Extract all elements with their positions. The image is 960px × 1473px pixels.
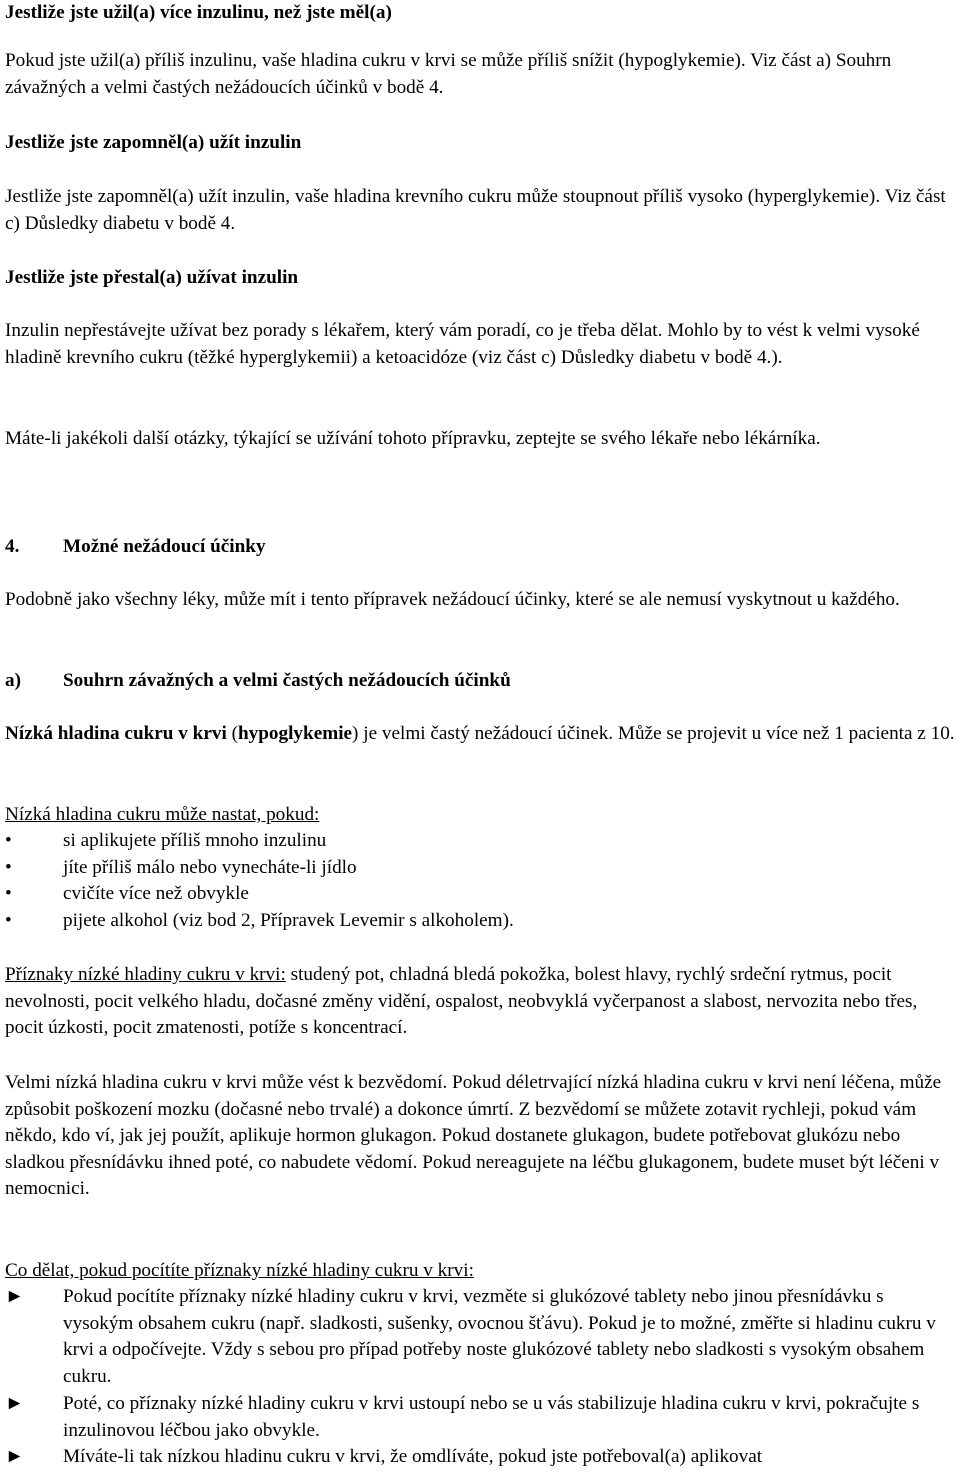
symptoms-paragraph [5,962,955,1042]
overdose-paragraph: Pokud jste užil(a) příliš inzulinu, vaše hladina cukru v krvi se může příliš snížit (hypoglykemie). Viz část a) Souhrn závažných a velmi častých nežádoucích účinků v bodě 4. [5,50,892,98]
overdose-heading: Jestliže jste užil(a) více inzulinu, než jste měl(a) [5,2,392,23]
arrow-marker-icon: ► [5,1286,24,1307]
subsection-a-label: a) [5,670,21,691]
what-to-do-item [5,1284,955,1390]
hypoglycemia-paragraph [5,721,955,748]
what-to-do-item [5,1391,955,1444]
section-4-number: 4. [5,536,20,557]
bullet-icon: • [5,857,12,878]
hypoglycemia-term: Nízká hladina cukru v krvi [5,723,227,744]
bullet-icon: • [5,910,12,931]
severe-hypoglycemia-paragraph: Velmi nízká hladina cukru v krvi může vést k bezvědomí. Pokud déletrvající nízká hladina cukru v krvi není léčena, může způsobit poškození mozku (dočasné nebo trvalé) a dokonce úmrtí. Z bezvědomí se můžete zotavit rychleji, pokud vám někdo, kdo ví, jak jej použít, aplikuje hormon glukagon. Pokud dostanete glukagon, budete potřebovat glukózu nebo sladkou přesnídávku ihned poté, co nabudete vědomí. Pokud nereagujete na léčbu glukagonem, budete muset být léčeni v nemocnici. [5,1072,942,1199]
hypoglycemia-term-latin: hypoglykemie [237,723,353,744]
cause-item-text: pijete alkohol (viz bod 2, Přípravek Levemir s alkoholem). [63,910,514,931]
causes-title: Nízká hladina cukru může nastat, pokud: [5,804,320,825]
hypoglycemia-frequency: ) je velmi častý nežádoucí účinek. Může se projevit u více než 1 pacienta z 10. [352,723,955,744]
subsection-a-title: Souhrn závažných a velmi častých nežádoucích účinků [63,670,511,691]
missed-dose-heading: Jestliže jste zapomněl(a) užít inzulin [5,132,302,153]
what-to-do-item [5,1444,955,1471]
arrow-marker-icon: ► [5,1393,24,1414]
bullet-icon: • [5,883,12,904]
what-to-do-text: Poté, co příznaky nízké hladiny cukru v krvi ustoupí nebo se u vás stabilizuje hladina cukru v krvi, pokračujte s inzulinovou léčbou jako obvykle. [63,1393,920,1441]
symptoms-label: Příznaky nízké hladiny cukru v krvi: [5,964,286,985]
what-to-do-text: Pokud pocítíte příznaky nízké hladiny cukru v krvi, vezměte si glukózové tablety nebo jinou přesnídávku s vysokým obsahem cukru (např. sladkosti, sušenky, ovocnou šťávu). Pokud je to možné, změřte si hladinu cukru v krvi a odpočívejte. Vždy s sebou pro případ potřeby noste glukózové tablety nebo sladkosti s vysokým obsahem cukru. [63,1286,936,1387]
stop-heading: Jestliže jste přestal(a) užívat inzulin [5,267,299,288]
stop-paragraph: Inzulin nepřestávejte užívat bez porady s lékařem, který vám poradí, co je třeba dělat. Mohlo by to vést k velmi vysoké hladině krevního cukru (těžké hyperglykemii) a ketoacidóze (viz část c) Důsledky diabetu v bodě 4.). [5,320,920,368]
cause-item [5,908,955,935]
section-4-title: Možné nežádoucí účinky [63,536,266,557]
cause-item [5,881,955,908]
questions-paragraph: Máte-li jakékoli další otázky, týkající se užívání tohoto přípravku, zeptejte se svého lékaře nebo lékárníka. [5,428,821,449]
section-4-intro: Podobně jako všechny léky, může mít i tento přípravek nežádoucí účinky, které se ale nemusí vyskytnout u každého. [5,589,900,610]
cause-item-text: jíte příliš málo nebo vynecháte-li jídlo [63,857,357,878]
cause-item [5,828,955,855]
symptoms-text: studený pot, chladná bledá pokožka, bolest hlavy, rychlý srdeční rytmus, pocit nevolnosti, pocit velkého hladu, dočasné změny vidění, ospalost, neobvyklá vyčerpanost a slabost, nervozita nebo třes, pocit úzkosti, pocit zmatenosti, potíže s koncentrací. [5,964,918,1038]
cause-item-text: si aplikujete příliš mnoho inzulinu [63,830,327,851]
subsection-a-heading [5,668,955,695]
cause-item-text: cvičíte více než obvykle [63,883,249,904]
what-to-do-text: Míváte-li tak nízkou hladinu cukru v krvi, že omdlíváte, pokud jste potřeboval(a) aplikovat [63,1446,763,1467]
missed-dose-paragraph: Jestliže jste zapomněl(a) užít inzulin, vaše hladina krevního cukru může stoupnout příliš vysoko (hyperglykemie). Viz část c) Důsledky diabetu v bodě 4. [5,186,946,234]
hypoglycemia-paren: ( [226,723,238,744]
arrow-marker-icon: ► [5,1446,24,1467]
bullet-icon: • [5,830,12,851]
what-to-do-title: Co dělat, pokud pocítíte příznaky nízké hladiny cukru v krvi: [5,1260,474,1281]
section-4-heading [5,534,955,561]
cause-item [5,855,955,882]
